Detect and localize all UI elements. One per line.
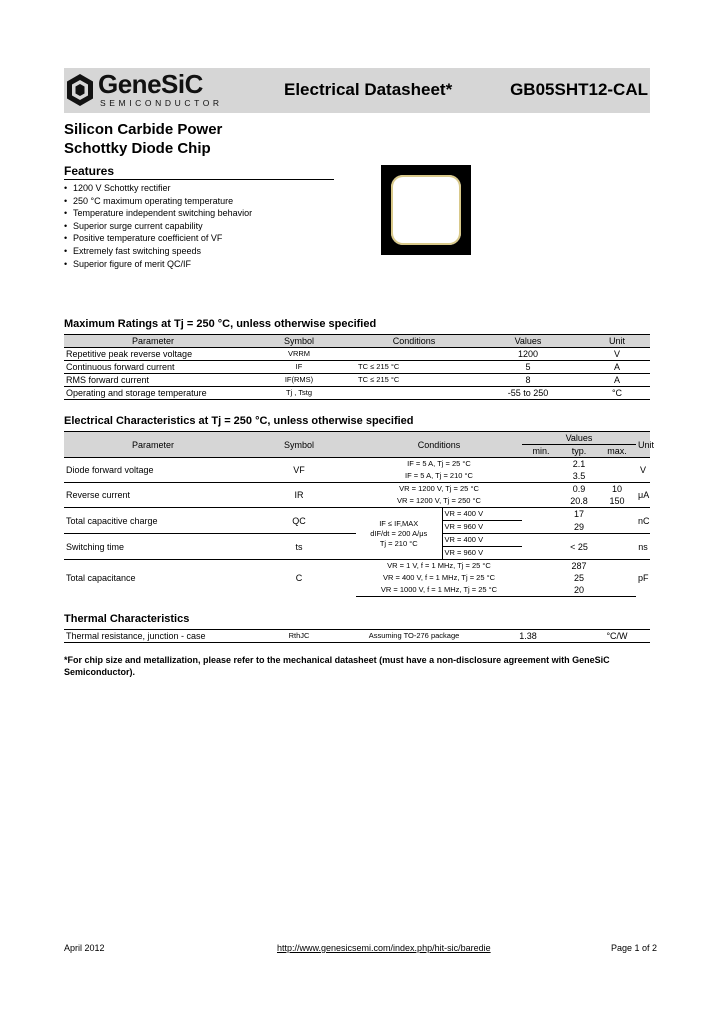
cell-parameter: RMS forward current [64, 374, 242, 387]
title-line-2: Schottky Diode Chip [64, 140, 211, 157]
cell-symbol: RthJC [242, 630, 356, 643]
cell-typ: < 25 [560, 534, 598, 560]
footer-date: April 2012 [64, 943, 105, 953]
feature-item: • Superior surge current capability [64, 220, 252, 233]
cell-parameter: Total capacitive charge [64, 508, 242, 534]
cell-unit: V [636, 458, 650, 483]
cell-typ: 20 [560, 584, 598, 597]
col-header: Conditions [356, 335, 472, 348]
table-row [64, 387, 650, 400]
cell-conditions: VR = 1000 V, f = 1 MHz, Tj = 25 °C [356, 584, 522, 597]
logo-name: GeneSiC [98, 69, 203, 99]
cell-parameter: Operating and storage temperature [64, 387, 242, 400]
feature-item: • 250 °C maximum operating temperature [64, 195, 252, 208]
cell-unit: A [584, 374, 650, 387]
feature-item: • Extremely fast switching speeds [64, 245, 252, 258]
thermal-heading: Thermal Characteristics [64, 613, 190, 625]
chip-image [381, 165, 471, 255]
table-row [64, 560, 650, 573]
table-row [64, 348, 650, 361]
cell-conditions: VR = 1200 V, Tj = 25 °C [356, 483, 522, 496]
table-row [64, 630, 650, 643]
cell-unit: pF [636, 560, 650, 597]
cell-value: 1.38 [472, 630, 584, 643]
part-number: GB05SHT12-CAL [510, 80, 648, 99]
cell-typ: 25 [573, 573, 584, 583]
cell-unit: ns [636, 534, 650, 560]
cell-typ: 3.5 [572, 471, 586, 481]
cell-symbol: IF [242, 361, 356, 374]
chip-pad [391, 175, 461, 245]
header-band [64, 68, 650, 113]
switch-cond-line: dIF/dt = 200 A/μs [370, 528, 428, 538]
col-header: Symbol [242, 335, 356, 348]
cell-symbol: VF [242, 458, 356, 483]
cell-conditions: VR = 400 V [442, 534, 522, 547]
page-title [64, 120, 324, 158]
col-header: Unit [584, 335, 650, 348]
feature-item: • Positive temperature coefficient of VF [64, 232, 252, 245]
cell-conditions: TC ≤ 215 °C [356, 361, 472, 374]
subcol-header: min. [522, 445, 560, 458]
cell-parameter: Continuous forward current [64, 361, 242, 374]
footer-link[interactable]: http://www.genesicsemi.com/index.php/hit-sic/baredie [277, 943, 491, 953]
cell-symbol: VRRM [242, 348, 356, 361]
footer-page: Page 1 of 2 [610, 943, 657, 953]
cell-value: 1200 [472, 348, 584, 361]
cell-symbol: C [242, 560, 356, 597]
table-row [64, 458, 650, 471]
cell-symbol: IF(RMS) [242, 374, 356, 387]
table-row [64, 361, 650, 374]
cell-conditions: IF = 5 A, Tj = 25 °C [356, 458, 522, 471]
cell-conditions: Assuming TO-276 package [356, 630, 472, 643]
cell-unit: V [584, 348, 650, 361]
table-row [64, 374, 650, 387]
cell-parameter: Repetitive peak reverse voltage [64, 348, 242, 361]
cell-unit: μA [636, 483, 650, 508]
max-ratings-table [64, 334, 650, 400]
cell-typ: 287 [560, 560, 598, 573]
cell-value: 5 [472, 361, 584, 374]
cell-conditions: VR = 960 V [442, 547, 522, 560]
col-header: Values [522, 432, 636, 445]
cell-typ: 29 [573, 521, 584, 532]
cell-unit: °C/W [584, 630, 650, 643]
document-type: Electrical Datasheet* [284, 80, 453, 99]
cell-unit: nC [636, 508, 650, 534]
cell-conditions [356, 348, 472, 361]
cell-typ: 2.1 [560, 458, 598, 471]
cell-parameter: Diode forward voltage [64, 458, 242, 483]
cell-symbol: ts [242, 534, 356, 560]
cell-max: 10 [598, 483, 636, 496]
cell-conditions: IF = 5 A, Tj = 210 °C [405, 471, 473, 480]
col-header: Parameter [64, 335, 242, 348]
cell-unit: °C [584, 387, 650, 400]
cell-value: 8 [472, 374, 584, 387]
col-header: Values [472, 335, 584, 348]
cell-conditions: VR = 1200 V, Tj = 250 °C [397, 496, 481, 505]
cell-conditions [356, 387, 472, 400]
features-list [64, 182, 252, 270]
cell-unit: A [584, 361, 650, 374]
cell-conditions: VR = 1 V, f = 1 MHz, Tj = 25 °C [356, 560, 522, 573]
cell-conditions: VR = 960 V [442, 521, 522, 534]
feature-item: • Superior figure of merit QC/IF [64, 258, 252, 271]
cell-typ: 20.8 [570, 496, 588, 506]
switch-cond-line: Tj = 210 °C [379, 538, 418, 548]
switch-cond-line: IF ≤ IF,MAX [379, 518, 419, 528]
electrical-table [64, 431, 655, 597]
thermal-table [64, 629, 650, 643]
cell-typ: 17 [560, 508, 598, 521]
cell-conditions: VR = 400 V, f = 1 MHz, Tj = 25 °C [382, 573, 495, 582]
title-line-1: Silicon Carbide Power [64, 121, 223, 138]
features-divider [64, 179, 334, 180]
cell-typ: 0.9 [560, 483, 598, 496]
table-row [64, 483, 650, 496]
cell-max: 150 [609, 496, 625, 506]
cell-symbol: QC [242, 508, 356, 534]
table-row [64, 508, 650, 521]
features-heading: Features [64, 164, 115, 178]
footnote: *For chip size and metallization, please refer to the mechanical datasheet (must have a non-disclosure agreement with GeneSiC Semiconductor). [64, 655, 610, 677]
subcol-header: max. [598, 445, 636, 458]
cell-parameter: Thermal resistance, junction - case [64, 630, 242, 643]
col-header: Symbol [242, 432, 356, 458]
cell-parameter: Total capacitance [64, 560, 242, 597]
col-header: Conditions [356, 432, 522, 458]
logo-subtitle: SEMICONDUCTOR [100, 98, 223, 108]
cell-value: -55 to 250 [472, 387, 584, 400]
col-header: Parameter [64, 432, 242, 458]
genesic-logo-icon [66, 73, 94, 107]
electrical-heading: Electrical Characteristics at Tj = 250 °C, unless otherwise specified [64, 415, 414, 427]
cell-conditions: TC ≤ 215 °C [356, 374, 472, 387]
cell-conditions: VR = 400 V [442, 508, 522, 521]
cell-symbol: IR [242, 483, 356, 508]
feature-item: • Temperature independent switching behavior [64, 207, 252, 220]
cell-parameter: Switching time [64, 534, 242, 560]
feature-item: • 1200 V Schottky rectifier [64, 182, 252, 195]
cell-symbol: Tj , Tstg [242, 387, 356, 400]
max-ratings-heading: Maximum Ratings at Tj = 250 °C, unless otherwise specified [64, 318, 377, 330]
col-header: Unit [636, 432, 650, 458]
switching-conditions [356, 508, 442, 560]
cell-parameter: Reverse current [64, 483, 242, 508]
subcol-header: typ. [560, 445, 598, 458]
